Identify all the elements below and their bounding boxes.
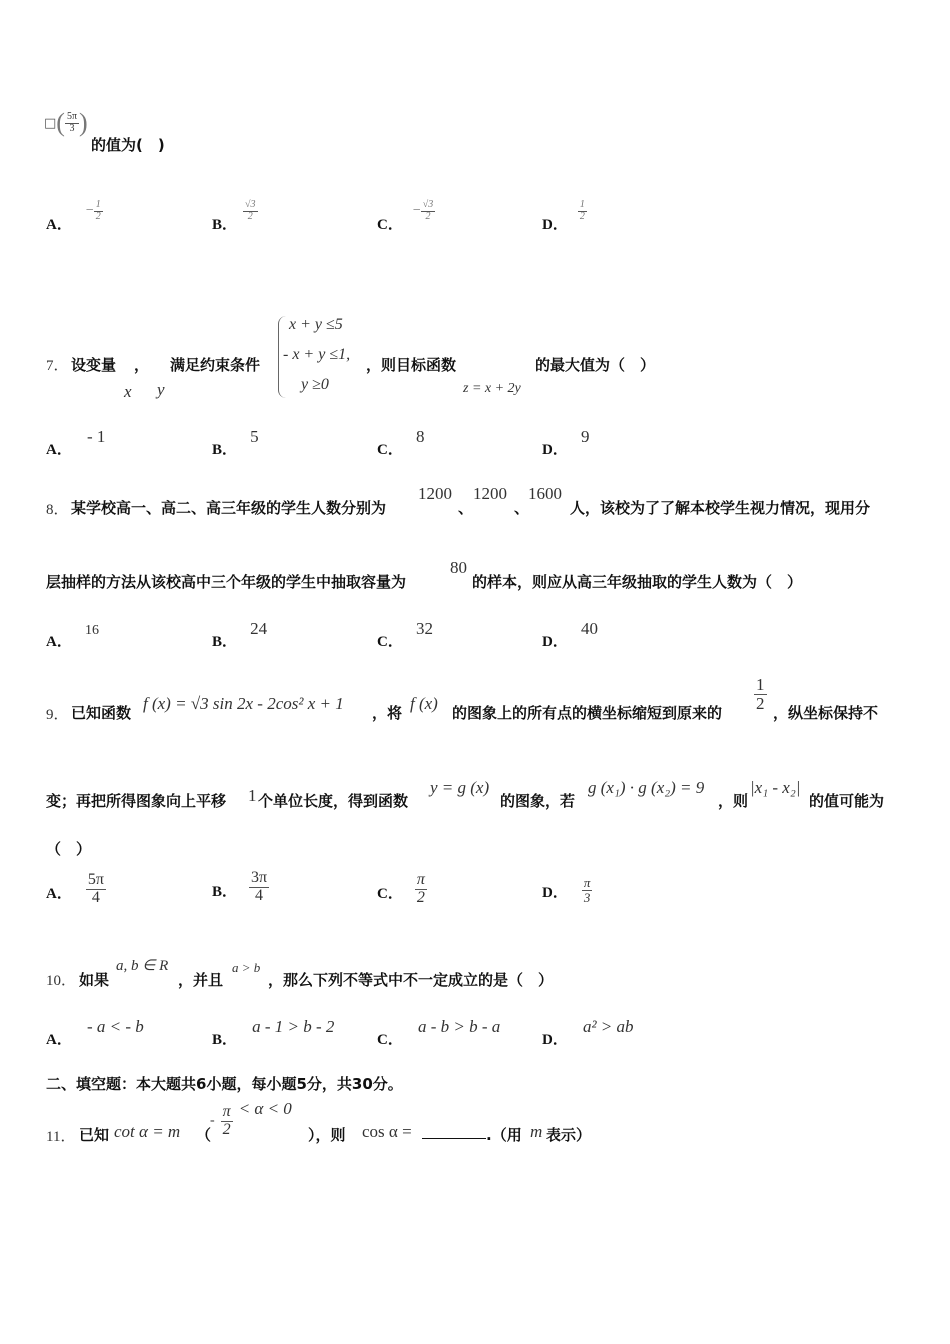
q7-number: 7．: [46, 358, 69, 374]
q9-line-1: 9． 已知函数 f (x) = √3 sin 2x - 2cos² x + 1 ，将 f (x) 的图象上的所有点的横坐标缩短到原来的 $\frac{1}{2}$ ，纵坐标保持不: [46, 675, 879, 723]
q6-option-a: A． − $\frac{1}{2}$: [46, 199, 101, 233]
order-condition: a > b: [232, 960, 261, 975]
grade10-count: 1200: [418, 484, 452, 503]
q10-option-d: D． a² > ab: [542, 1017, 634, 1048]
q7-comma: ，: [134, 356, 150, 374]
function-g: y = g (x): [430, 778, 490, 797]
q10-option-a: A． - a < - b: [46, 1017, 144, 1048]
constraint-2: - x + y ≤1,: [283, 346, 351, 363]
q8-option-b: B． 24: [212, 619, 268, 650]
abs-difference: |x₁ - x₂|: [750, 778, 801, 797]
q8-option-c: C． 32: [377, 619, 433, 650]
angle-range: - $\frac{\pi}{2}$ < α < 0: [210, 1099, 292, 1138]
cos-expression: cos α =: [362, 1122, 412, 1141]
constraint-3: y ≥0: [301, 376, 329, 393]
q8-line-2: 层抽样的方法从该校高中三个年级的学生中抽取容量为 80 的样本，则应从高三年级抽取的学生人数为（ ）: [46, 558, 803, 591]
q7-text-1: 设变量: [71, 356, 117, 374]
q7-text-3: ，则目标函数: [366, 356, 457, 374]
q7-text-4: 的最大值为（ ）: [535, 356, 656, 374]
answer-blank[interactable]: [422, 1124, 486, 1139]
q7-option-b: B． 5: [212, 427, 259, 458]
set-condition: a, b ∈ R: [116, 958, 169, 974]
q9-option-b: B． $\frac{3\pi}{4}$: [212, 869, 268, 904]
q7-constraint-system: [278, 316, 365, 398]
constraint-1: x + y ≤5: [289, 316, 343, 333]
q8-option-a: A． 16: [46, 623, 99, 650]
q7-var-x: x: [124, 382, 132, 401]
q6-prefix: □ ( $\frac{5\pi}{3}$ ): [44, 108, 88, 137]
function-fx: f (x): [410, 694, 438, 713]
q7-objective: z = x + 2y: [463, 381, 521, 396]
q6-option-b: B． $\frac{√3}{2}$: [212, 199, 256, 233]
cot-expression: cot α = m: [114, 1122, 181, 1141]
q11-line: 11． 已知 cot α = m （ - $\frac{\pi}{2}$ < α < 0 ），则 cos α = .（用 m 表示）: [46, 1099, 592, 1145]
q7-option-d: D． 9: [542, 427, 590, 458]
q7-text-2: 满足约束条件: [170, 356, 261, 374]
q9-line-2: 变；再把所得图象向上平移 1 个单位长度，得到函数 y = g (x) 的图象，若 g (x₁) · g (x₂) = 9 ，则 |x₁ - x₂| 的值可能为: [46, 778, 885, 810]
one-half-fraction: $\frac{1}{2}$: [756, 675, 765, 713]
grade12-count: 1600: [528, 484, 562, 503]
function-definition: f (x) = √3 sin 2x - 2cos² x + 1: [143, 694, 344, 713]
q9-option-a: A． $\frac{5\pi}{4}$: [46, 871, 104, 906]
q8-line-1: 8． 某学校高一、高二、高三年级的学生人数分别为 1200 、 1200 、 1600 人，该校为了了解本校学生视力情况，现用分: [46, 484, 871, 518]
q9-option-d: D． $\frac{\pi}{3}$: [542, 875, 591, 905]
q10-option-c: C． a - b > b - a: [377, 1017, 501, 1048]
q7-option-c: C． 8: [377, 427, 425, 458]
q10-option-b: B． a - 1 > b - 2: [212, 1017, 335, 1048]
product-condition: g (x₁) · g (x₂) = 9: [588, 778, 705, 797]
section-heading: 二、填空题：本大题共6小题，每小题5分，共30分。: [46, 1075, 403, 1093]
q6-option-d: D． $\frac{1}{2}$: [542, 199, 585, 233]
missing-glyph-box: □: [44, 115, 57, 131]
q8-option-d: D． 40: [542, 619, 598, 650]
q9-answer-paren: （ ）: [46, 840, 92, 858]
q6-option-c: C． − $\frac{√3}{2}$: [377, 199, 434, 233]
q6-stem: 的值为( ): [91, 136, 165, 154]
q6-argument-fraction: $\frac{5\pi}{3}$: [66, 111, 78, 134]
q10-line: 10． 如果 a, b ∈ R ，并且 a > b ，那么下列不等式中不一定成立的是（ ）: [46, 958, 554, 989]
q9-option-c: C． $\frac{\pi}{2}$: [377, 871, 425, 906]
q7-var-y: y: [157, 380, 165, 399]
grade11-count: 1200: [473, 484, 507, 503]
q7-option-a: A． - 1: [46, 427, 106, 458]
sample-size: 80: [450, 558, 467, 577]
